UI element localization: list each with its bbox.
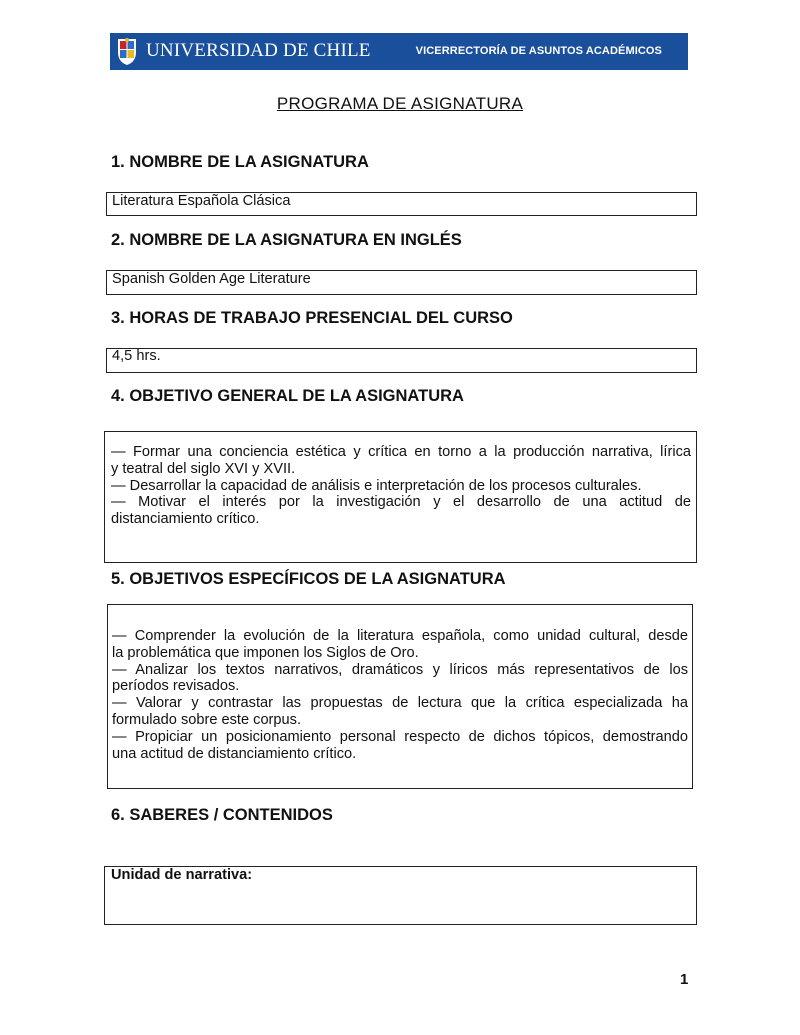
section-6-box — [104, 866, 697, 925]
header-banner — [110, 33, 688, 70]
section-6-heading: 6. SABERES / CONTENIDOS — [111, 806, 333, 824]
section-3-box — [106, 348, 697, 373]
text-line: distanciamiento crítico. — [111, 511, 260, 528]
narrative-unit-label: Unidad de narrativa: — [111, 867, 253, 883]
hours-value: 4,5 hrs. — [112, 348, 161, 364]
section-1-box — [106, 192, 697, 216]
text-line: — Motivar el interés por la investigación y el desarrollo de una actitud de — [111, 494, 691, 511]
course-name-value: Literatura Española Clásica — [112, 193, 291, 209]
text-line: — Comprender la evolución de la literatura española, como unidad cultural, desde — [112, 628, 688, 644]
page-title: PROGRAMA DE ASIGNATURA — [276, 94, 524, 113]
course-name-english-value: Spanish Golden Age Literature — [112, 271, 311, 287]
section-2-heading: 2. NOMBRE DE LA ASIGNATURA EN INGLÉS — [111, 231, 462, 249]
text-line: — Desarrollar la capacidad de análisis e interpretación de los procesos culturales. — [111, 477, 642, 494]
general-objective-text — [111, 444, 691, 528]
text-line: períodos revisados. — [112, 678, 240, 695]
section-3-heading: 3. HORAS DE TRABAJO PRESENCIAL DEL CURSO — [111, 309, 513, 327]
vicerrectoria-label: VICERRECTORÍA DE ASUNTOS ACADÉMICOS — [415, 45, 662, 57]
text-line: — Valorar y contrastar las propuestas de lectura que la crítica especializada ha — [112, 695, 688, 712]
section-5-box — [107, 604, 693, 789]
specific-objectives-text — [112, 628, 688, 762]
text-line: y teatral del siglo XVI y XVII. — [111, 460, 296, 477]
section-4-heading: 4. OBJETIVO GENERAL DE LA ASIGNATURA — [111, 387, 464, 405]
section-4-box — [104, 431, 697, 563]
section-5-heading: 5. OBJETIVOS ESPECÍFICOS DE LA ASIGNATURA — [111, 570, 506, 588]
page-number: 1 — [680, 971, 689, 988]
text-line: una actitud de distanciamiento crítico. — [112, 745, 357, 762]
university-name: UNIVERSIDAD DE CHILE — [146, 40, 371, 61]
text-line: formulado sobre este corpus. — [112, 711, 302, 728]
section-1-heading: 1. NOMBRE DE LA ASIGNATURA — [111, 153, 369, 171]
university-crest-icon — [116, 37, 138, 66]
text-line: — Analizar los textos narrativos, dramáticos y líricos más representativos de los — [112, 661, 688, 678]
section-2-box — [106, 270, 697, 295]
text-line: — Formar una conciencia estética y crítica en torno a la producción narrativa, lírica — [111, 444, 691, 460]
text-line: — Propiciar un posicionamiento personal respecto de dichos tópicos, demostrando — [112, 728, 688, 745]
text-line: la problemática que imponen los Siglos de Oro. — [112, 644, 419, 661]
